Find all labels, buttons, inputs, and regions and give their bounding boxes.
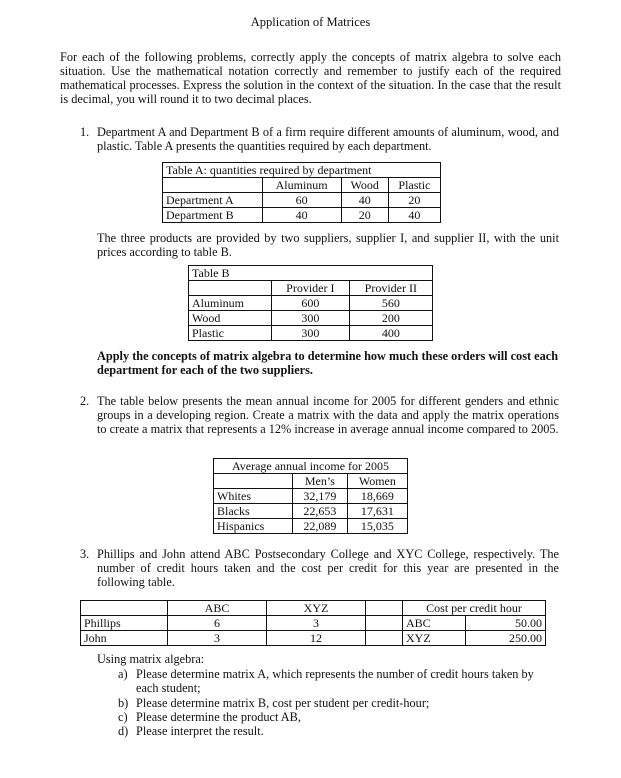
cell: Department A	[163, 193, 263, 208]
table-a-header: Aluminum	[262, 178, 341, 193]
cell: 22,089	[293, 519, 348, 534]
credit-header: ABC	[168, 601, 267, 616]
credit-header: XYZ	[267, 601, 366, 616]
cell: 20	[388, 193, 440, 208]
cell: 12	[267, 631, 366, 646]
cell	[366, 601, 403, 616]
cell: Whites	[214, 489, 293, 504]
list-item	[118, 710, 558, 724]
item-label: c)	[118, 710, 128, 724]
table-row	[214, 519, 408, 534]
sub-item-list	[118, 667, 558, 738]
income-header: Women	[347, 474, 407, 489]
cell: Phillips	[81, 616, 168, 631]
table-b-header: Provider II	[349, 281, 432, 296]
problem-2-text: The table below presents the mean annual income for 2005 for different genders and ethnic groups in a developing region. Create a matrix with the data and apply the matrix operations to create a matrix that represents a 12% increase in average annual income compared to 2005.	[97, 394, 559, 436]
credit-table	[80, 600, 546, 646]
cell: 300	[272, 326, 350, 341]
table-a-caption: Table A: quantities required by department	[163, 163, 441, 178]
table-row	[214, 489, 408, 504]
cell: 40	[388, 208, 440, 223]
table-row	[214, 504, 408, 519]
problem-3-text: Phillips and John attend ABC Postsecondary College and XYC College, respectively. The number of credit hours taken and the cost per credit for this year are presented in the following table.	[97, 547, 559, 589]
problem-2-number: 2.	[80, 394, 90, 408]
table-row	[189, 296, 433, 311]
credit-header: Cost per credit hour	[403, 601, 546, 616]
cell: 17,631	[347, 504, 407, 519]
cell	[366, 616, 403, 631]
cell: 18,669	[347, 489, 407, 504]
cell: 3	[168, 631, 267, 646]
cell: Blacks	[214, 504, 293, 519]
cell: Department B	[163, 208, 263, 223]
problem-3-number: 3.	[80, 547, 90, 561]
cell: Hispanics	[214, 519, 293, 534]
cell: 6	[168, 616, 267, 631]
table-row	[163, 208, 441, 223]
list-item	[118, 667, 558, 695]
cell: 3	[267, 616, 366, 631]
cell: 600	[272, 296, 350, 311]
cell: 32,179	[293, 489, 348, 504]
item-label: b)	[118, 696, 129, 710]
table-a-header: Plastic	[388, 178, 440, 193]
cell: John	[81, 631, 168, 646]
cell	[366, 631, 403, 646]
cell: 250.00	[466, 631, 546, 646]
problem-1-text: Department A and Department B of a firm require different amounts of aluminum, wood, and plastic. Table A presents the quantities required by each department.	[97, 125, 559, 153]
cell: 22,653	[293, 504, 348, 519]
cell: 40	[341, 193, 388, 208]
table-row	[189, 326, 433, 341]
cell: Plastic	[189, 326, 272, 341]
using-label: Using matrix algebra:	[97, 652, 205, 666]
table-a-header: Wood	[341, 178, 388, 193]
item-text: Please determine the product AB,	[136, 710, 301, 724]
cell: 200	[349, 311, 432, 326]
table-a	[162, 162, 441, 223]
cell: 15,035	[347, 519, 407, 534]
problem-1-text-2: The three products are provided by two suppliers, supplier I, and supplier II, with the unit prices according to table B.	[97, 231, 559, 259]
cell: XYZ	[403, 631, 466, 646]
income-table-caption: Average annual income for 2005	[214, 459, 408, 474]
item-label: d)	[118, 724, 129, 738]
table-row	[81, 616, 546, 631]
table-row	[189, 311, 433, 326]
problem-1-instruction: Apply the concepts of matrix algebra to determine how much these orders will cost each department for each of the two suppliers.	[97, 349, 559, 377]
list-item	[118, 724, 558, 738]
cell: 50.00	[466, 616, 546, 631]
table-b-header: Provider I	[272, 281, 350, 296]
cell: Aluminum	[189, 296, 272, 311]
cell: 300	[272, 311, 350, 326]
table-b-caption: Table B	[189, 266, 433, 281]
cell: 60	[262, 193, 341, 208]
item-text: Please determine matrix B, cost per student per credit-hour;	[136, 696, 430, 710]
table-b	[188, 265, 433, 341]
cell: 400	[349, 326, 432, 341]
page-title: Application of Matrices	[250, 15, 371, 29]
cell: 560	[349, 296, 432, 311]
income-table	[213, 458, 408, 534]
cell: 20	[341, 208, 388, 223]
item-label: a)	[118, 667, 128, 681]
table-row	[163, 193, 441, 208]
cell: Wood	[189, 311, 272, 326]
table-row	[81, 631, 546, 646]
list-item	[118, 696, 558, 710]
item-text: Please interpret the result.	[136, 724, 264, 738]
problem-1-number: 1.	[80, 125, 90, 139]
cell: ABC	[403, 616, 466, 631]
item-text: Please determine matrix A, which represents the number of credit hours taken by each student;	[136, 667, 534, 695]
income-header: Men’s	[293, 474, 348, 489]
cell: 40	[262, 208, 341, 223]
intro-paragraph: For each of the following problems, correctly apply the concepts of matrix algebra to solve each situation. Use the mathematical notation correctly and remember to justify each of the required mathematical processes. Express the solution in the context of the situation. In the case that the result is decimal, you will round it to two decimal places.	[60, 50, 561, 106]
